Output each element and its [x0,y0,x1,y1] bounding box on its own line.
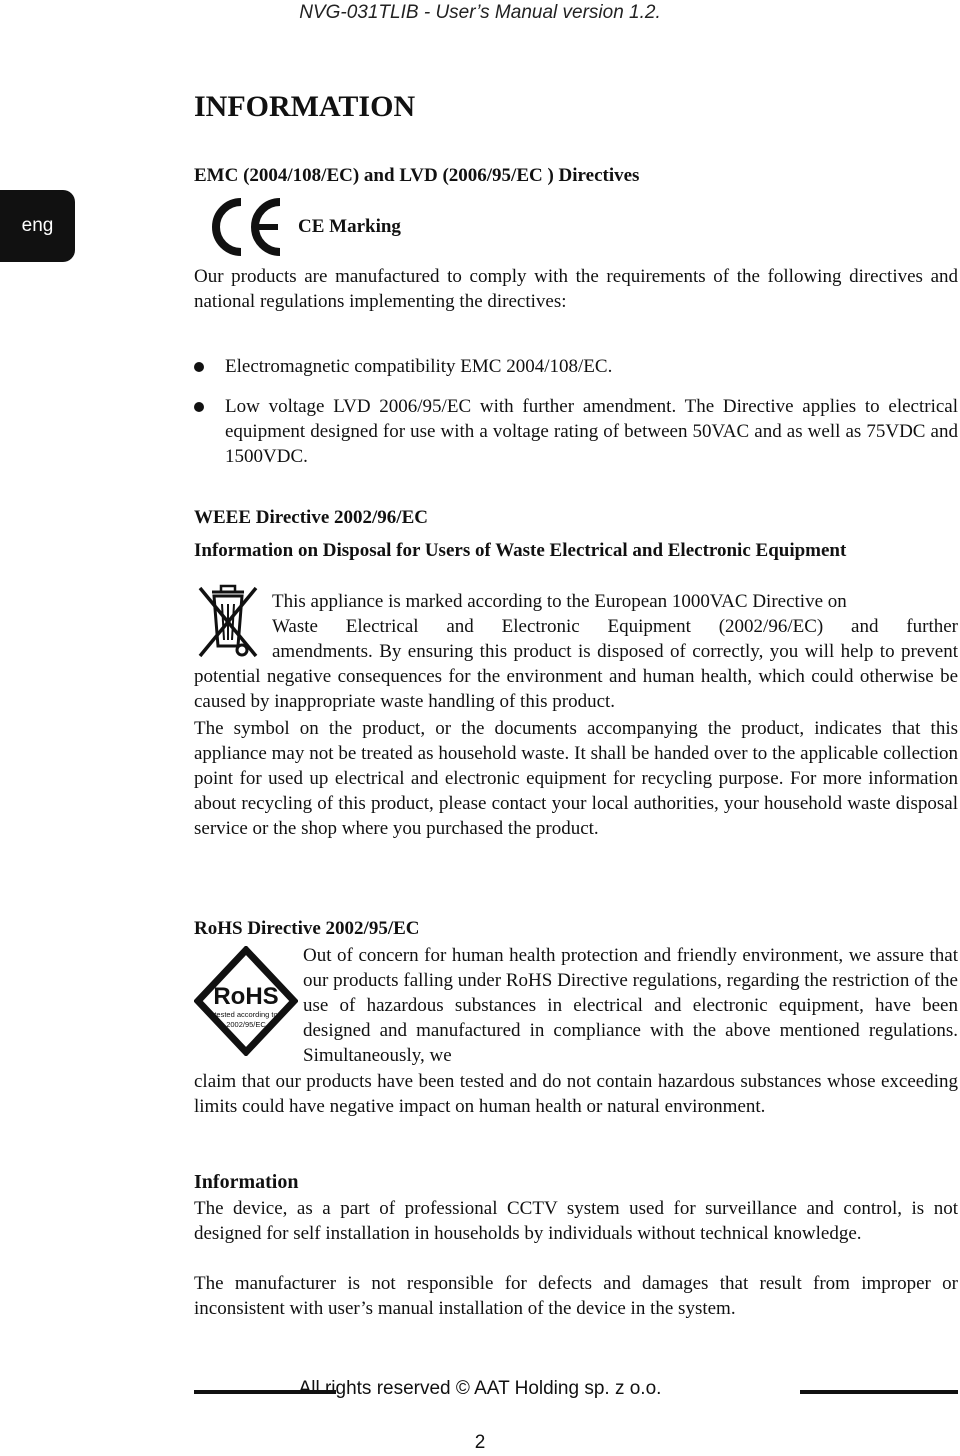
ce-marking-label: CE Marking [298,216,401,237]
emc-intro: Our products are manufactured to comply with the requirements of the following directives and national regulations implementing the directives: [194,266,958,312]
information-paragraph-1: The device, as a part of professional CCTV system used for surveillance and control, is not designed for self installation in households by individuals without technical knowledge. [194,1198,958,1244]
bullet-icon [194,402,204,412]
rohs-side-text: Out of concern for human health protection and friendly environment, we assure that our products falling under RoHS Directive regulations, regarding the restriction of the use of hazardous substances in electrical and electronic equipment, have been designed and manufactured in compliance with the above mentioned regulations. Simultaneously, we [303,945,958,1066]
page-title: INFORMATION [194,90,416,123]
weee-heading: WEEE Directive 2002/96/EC [194,507,428,528]
ce-mark-icon [208,196,284,258]
rohs-logo-icon [194,946,298,1056]
page-number: 2 [474,1432,486,1453]
rohs-heading: RoHS Directive 2002/95/EC [194,918,420,939]
page-header: NVG-031TLIB - User’s Manual version 1.2. [299,2,661,23]
weee-paragraph-2: The symbol on the product, or the documents accompanying the product, indicates that this appliance may not be treated as household waste. It shall be handed over to the applicable collection point for used up electrical and electronic equipment for recycling purpose. For more information about recycling of this product, please contact your local authorities, your household waste disposal service or the shop where you purchased the product. [194,718,958,839]
information-heading: Information [194,1171,299,1193]
information-paragraph-2: The manufacturer is not responsible for defects and damages that result from improper or inconsistent with user’s manual installation of the device in the system. [194,1273,958,1319]
bullet-icon [194,362,204,372]
ce-marking-row [208,196,401,258]
footer-copyright: All rights reserved © AAT Holding sp. z o.o. [298,1378,662,1399]
rohs-logo-subtext: 2002/95/EC [226,1020,266,1029]
weee-line-1: This appliance is marked according to the European 1000VAC Directive on [272,591,847,612]
list-item [194,394,958,469]
emc-heading: EMC (2004/108/EC) and LVD (2006/95/EC ) Directives [194,165,640,186]
rohs-paragraph: claim that our products have been tested and do not contain hazardous substances whose exceeding limits could have negative impact on human health or natural environment. [194,1071,958,1117]
weee-line-2: Waste Electrical and Electronic Equipment (2002/96/EC) and further [272,616,958,637]
list-item-text: Electromagnetic compatibility EMC 2004/108/EC. [225,356,613,377]
rohs-logo-subtext: tested according to [214,1010,278,1019]
rohs-logo-text: RoHS [213,983,279,1010]
list-item-text: Low voltage LVD 2006/95/EC with further amendment. The Directive applies to electrical equipment designed for use with a voltage rating of between 50VAC and as well as 75VDC and 1500VDC. [225,396,958,467]
language-tab: eng [0,190,75,262]
weee-subheading: Information on Disposal for Users of Waste Electrical and Electronic Equipment [194,540,847,561]
weee-paragraph-1: amendments. By ensuring this product is disposed of correctly, you will help to prevent potential negative consequences for the environment and human health, which could otherwise be caused by inappropriate waste handling of this product. [194,641,958,712]
list-item [194,354,958,379]
directive-list [194,354,958,484]
